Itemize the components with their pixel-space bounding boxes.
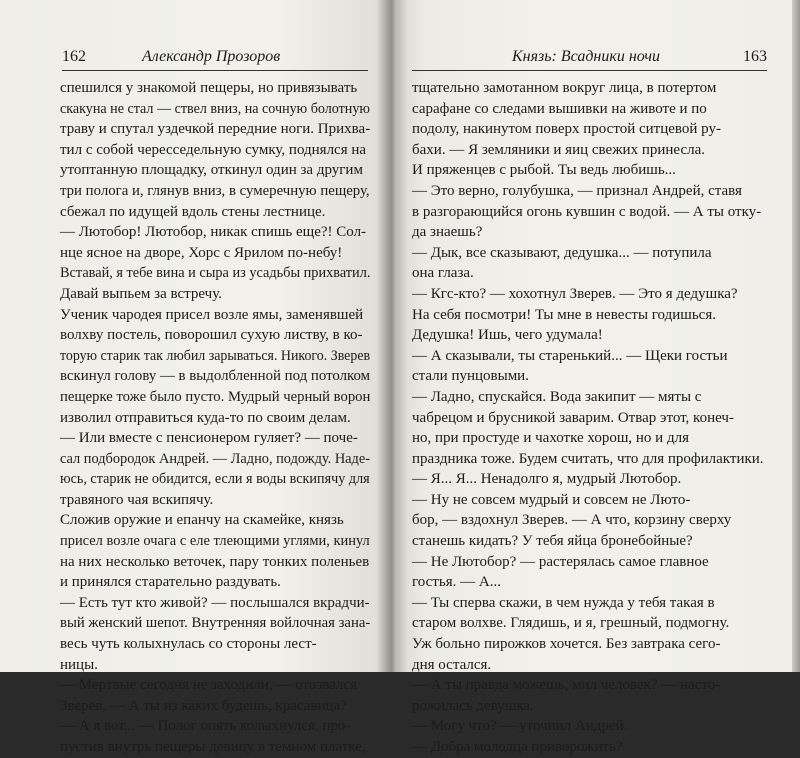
text-line: юсь, старик не обидится, если я воды вскипячу для xyxy=(60,471,370,488)
text-line: Зверев. — А ты из каких будешь, красавица? xyxy=(60,697,347,714)
right-page xyxy=(392,0,800,755)
text-line: Вставай, я тебе вина и сыра из усадьбы прихватил. xyxy=(60,265,371,282)
right-header-title: Князь: Всадники ночи xyxy=(512,48,660,65)
left-running-header xyxy=(62,48,368,71)
text-line: травяного чая вскипячу. xyxy=(60,491,214,508)
text-line: три полога и, глянув вниз, в сумеречную пещеру, xyxy=(60,182,370,199)
page-edge-shadow xyxy=(792,0,800,672)
text-line: праздника тоже. Будем считать, что для профилактики. xyxy=(412,450,764,467)
text-line: утоптанную площадку, откинул один за другим xyxy=(60,162,363,179)
text-line: рожилась девушка. xyxy=(412,697,534,714)
text-line: — Я... Я... Ненадолго я, мудрый Лютобор. xyxy=(412,471,682,488)
text-line: Уж больно пирожков хочется. Без завтрака сего- xyxy=(412,636,721,653)
text-line: — Есть тут кто живой? — послышался вкрадчи- xyxy=(60,594,370,611)
text-line: волхву постель, поворошил сухую листву, в ко- xyxy=(60,327,363,344)
text-line: вый женский шепот. Внутренняя войлочная занa- xyxy=(60,615,371,632)
left-page-number: 162 xyxy=(62,48,86,65)
text-line: скакуна не стал — ствел вниз, на сочную болотную xyxy=(60,100,370,117)
text-line: станешь кидать? У тебя яйца бронебойные? xyxy=(412,533,693,550)
text-line: ницы. xyxy=(60,656,98,673)
text-line: сал подбородок Андрей. — Ладно, подожду. Наде- xyxy=(60,450,371,467)
right-page-number: 163 xyxy=(743,48,767,65)
text-line: присел возле очага с еле тлеющими углями, кинул xyxy=(60,533,370,550)
text-line: — Дык, все сказывают, дедушка... — потупила xyxy=(412,244,712,261)
text-line: — Или вместе с пенсионером гуляет? — поче- xyxy=(60,430,358,447)
text-line: бор, — вздохнул Зверев. — А что, корзину сверху xyxy=(412,512,732,529)
text-line: стали пунцовыми. xyxy=(412,368,529,385)
text-line: торую старик так любил зарываться. Никого. Зверев xyxy=(60,347,371,364)
text-line: И пряженцев с рыбой. Ты ведь любишь... xyxy=(412,162,676,179)
text-line: весь чуть колыхнулась со стороны лест- xyxy=(60,636,317,653)
text-line: Давай выпьем за встречу. xyxy=(60,285,222,302)
left-header-title: Александр Прозоров xyxy=(142,48,281,65)
text-line: чабрецом и брусникой заварим. Отвар этот, конеч- xyxy=(412,409,734,426)
text-line: спешился у знакомой пещеры, но привязывать xyxy=(60,80,358,96)
text-line: Ученик чародея присел возле ямы, заменявшей xyxy=(60,306,364,323)
text-line: — А я вот... — Полог опять колыхнулся, про- xyxy=(60,718,351,735)
text-line: — Ладно, спускайся. Вода закипит — мяты с xyxy=(412,388,702,405)
text-line: но, при простуде и чахотке хорош, но и для xyxy=(412,430,689,447)
text-line: бахи. — Я земляники и яиц свежих принесла. xyxy=(412,141,705,158)
text-line: на них несколько веточек, пару тонких поленьев xyxy=(60,553,370,570)
text-line: тщательно замотанном вокруг лица, в потертом xyxy=(412,80,717,96)
text-line: вскинул голову — в выдолбленной под потолком xyxy=(60,368,371,385)
text-line: — Это верно, голубушка, — признал Андрей, ставя xyxy=(412,182,742,199)
text-line: старом волхве. Глядишь, и я, грешный, подмогну. xyxy=(412,615,730,632)
text-line: — Ты сперва скажи, в чем нужда у тебя такая в xyxy=(412,594,715,611)
text-line: — А ты правда можешь, мил человек? — насто- xyxy=(412,677,721,694)
text-line: подолу, накинутом поверх простой ситцевой ру- xyxy=(412,121,721,138)
left-page xyxy=(0,0,392,755)
text-line: тил с собой чересседельную сумку, поднялся на xyxy=(60,141,367,158)
text-line: — Лютобор! Лютобор, никак спишь еще?! Сол- xyxy=(60,224,367,241)
text-line: дня остался. xyxy=(412,656,492,673)
text-line: На себя посмотри! Ты мне в невесты годишься. xyxy=(412,306,716,323)
text-line: да знаешь? xyxy=(412,224,483,241)
text-line: — А сказывали, ты старенький... — Щеки гостьи xyxy=(412,347,728,364)
left-page-body xyxy=(60,78,370,758)
text-line: — Мертвые сегодня не заходили, — отозвался xyxy=(60,677,357,694)
text-line: гостья. — А... xyxy=(412,574,501,591)
right-running-header xyxy=(412,48,767,71)
text-line: и принялся старательно раздувать. xyxy=(60,574,281,591)
text-line: — Кгс-кто? — хохотнул Зверев. — Это я дедушка? xyxy=(412,285,738,302)
text-line: пещерке тоже было пусто. Мудрый черный ворон xyxy=(60,388,371,405)
book-gutter xyxy=(376,0,408,672)
text-line: нце ясное на дворе, Хорс с Ярилом по-небу! xyxy=(60,244,343,261)
text-line: изволил отправиться куда-то по своим делам. xyxy=(60,409,351,426)
text-line: — Не Лютобор? — растерялась самое главное xyxy=(412,553,709,570)
text-line: она глаза. xyxy=(412,265,474,282)
text-line: — Ну не совсем мудрый и совсем не Люто- xyxy=(412,491,691,508)
text-line: — Могу что? — уточнил Андрей. xyxy=(412,718,628,735)
text-line: в разгорающийся огонь кувшин с водой. — А ты отку- xyxy=(412,203,762,220)
right-page-body xyxy=(412,78,768,758)
text-line: сбежал по идущей вдоль стены лестнице. xyxy=(60,203,326,220)
text-line: траву и спутал уздечкой передние ноги. Прихва- xyxy=(60,121,371,138)
text-line: Дедушка! Ишь, чего удумала! xyxy=(412,327,603,344)
text-line: — Добра молодца приворожить? xyxy=(412,739,623,755)
text-line: Сложив оружие и епанчу на скамейке, князь xyxy=(60,512,344,529)
text-line: пустив внутрь пещеры девицу в темном платке, xyxy=(60,739,366,755)
text-line: сарафане со следами вышивки на животе и по xyxy=(412,100,707,117)
